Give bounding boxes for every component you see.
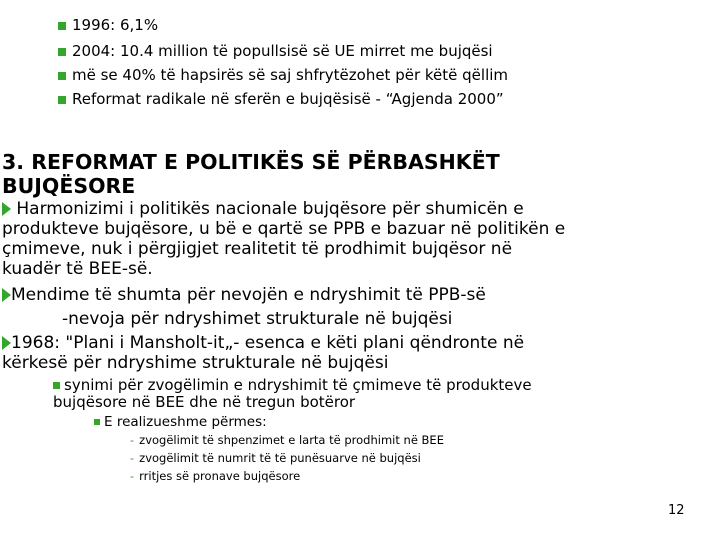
section-heading-line: BUJQËSORE: [2, 174, 136, 198]
measure-item: - rritjes së pronave bujqësore: [130, 469, 301, 483]
dash-bullet-icon: -: [130, 469, 135, 483]
paragraph-line: synimi për zvogëlimin e ndryshimit të çmimeve të produkteve: [53, 377, 532, 394]
square-bullet-icon: [58, 48, 66, 56]
top-bullet-text: më se 40% të hapsirës së saj shfrytëzohet për këtë qëllim: [72, 66, 509, 84]
square-bullet-icon: [58, 22, 66, 30]
paragraph-line: kërkesë për ndryshime strukturale në bujqësi: [2, 353, 389, 373]
top-bullet: [58, 42, 493, 60]
paragraph-line: Harmonizimi i politikës nacionale bujqësore për shumicën e: [2, 199, 565, 219]
paragraph-line: kuadër të BEE-së.: [2, 259, 153, 279]
top-bullet-text: Reformat radikale në sferën e bujqësisë - “Agjenda 2000”: [72, 90, 504, 108]
top-bullet-text: 2004: 10.4 million të popullsisë së UE mirret me bujqësi: [72, 42, 493, 60]
square-bullet-icon: [94, 419, 100, 425]
page-number: 12: [668, 503, 685, 518]
square-bullet-icon: [58, 72, 66, 80]
dash-bullet-icon: -: [130, 451, 135, 465]
top-bullet: [58, 90, 504, 108]
square-bullet-icon: [53, 382, 60, 389]
paragraph-line: 1968: "Plani i Mansholt-it„- esenca e këti plani qëndronte në: [2, 333, 524, 353]
paragraph-line: produkteve bujqësore, u bë e qartë se PPB e bazuar në politikën e: [2, 219, 566, 239]
top-bullet: [58, 66, 508, 84]
paragraph-line: çmimeve, nuk i përgjigjet realitetit të prodhimit bujqësor në: [2, 239, 513, 259]
structural-need-line: -nevoja për ndryshimet strukturale në bujqësi: [62, 309, 453, 329]
aim-bullet: [53, 377, 532, 411]
dash-bullet-icon: -: [130, 433, 135, 447]
arrow-bullet-icon: [2, 336, 11, 350]
top-bullet-text: 1996: 6,1%: [72, 16, 159, 34]
mansholt-paragraph: [2, 333, 524, 373]
opinions-bullet: Mendime të shumta për nevojën e ndryshimit të PPB-së: [2, 285, 486, 305]
paragraph-line: bujqësore në BEE dhe në tregun botëror: [53, 393, 356, 411]
arrow-bullet-icon: [2, 288, 11, 302]
measure-item: - zvogëlimit të numrit të të punësuarve në bujqësi: [130, 451, 421, 465]
arrow-bullet-icon: [2, 202, 11, 216]
measure-item: - zvogëlimit të shpenzimet e larta të prodhimit në BEE: [130, 433, 444, 447]
top-bullet: [58, 16, 158, 34]
realized-by-bullet: E realizueshme përmes:: [94, 414, 267, 430]
section-heading: [2, 150, 500, 198]
harmonization-paragraph: [2, 199, 565, 279]
square-bullet-icon: [58, 96, 66, 104]
section-heading-line: 3. REFORMAT E POLITIKËS SË PËRBASHKËT: [2, 150, 500, 174]
